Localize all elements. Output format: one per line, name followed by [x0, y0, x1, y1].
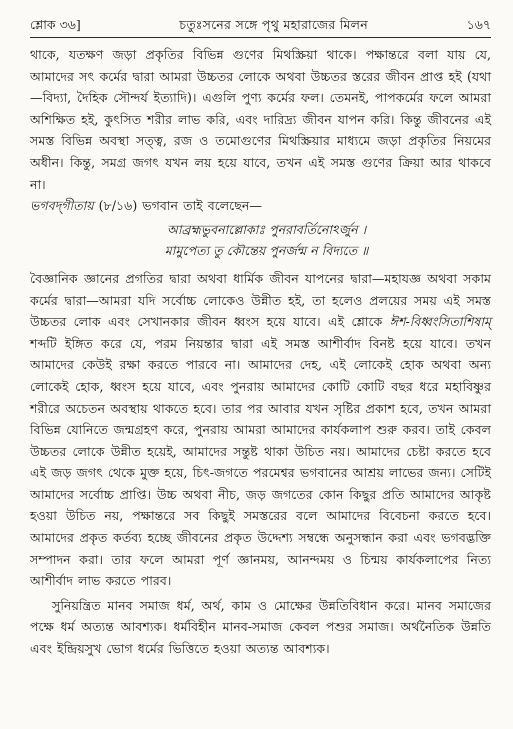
- gita-reference-text: (৮/১৬) ভগবান তাই বলেছেন—: [93, 198, 262, 214]
- header-rule: [30, 37, 491, 38]
- verse-line-2: মামুপেত্য তু কৌন্তেয় পুনর্জন্ম ন বিদ্যতে ॥: [164, 243, 369, 259]
- sanskrit-phrase: ঈশ-বিধ্বংসিতাশিষাম্: [389, 314, 491, 330]
- gita-reference-line: [30, 195, 491, 217]
- gita-book-name: ভগবদ্‌গীতায়: [30, 198, 94, 214]
- sanskrit-verse: [30, 219, 491, 262]
- chapter-title: চতুঃসনের সঙ্গে পৃথু মহারাজের মিলন: [179, 17, 369, 32]
- page-number: ১৬৭: [466, 17, 491, 32]
- purport-paragraph-3: সুনিয়ন্ত্রিত মানব সমাজ ধর্ম, অর্থ, কাম ও মোক্ষের উন্নতিবিধান করে। মানব সমাজের পক্ষে ধর্ম অত্যন্ত আবশ্যক। ধর্মবিহীন মানব-সমাজ কেবল পশুর সমাজ। অর্থনৈতিক উন্নতি এবং ইন্দ্রিয়সুখ ভোগ ধর্মের ভিত্তিতে হওয়া অত্যন্ত আবশ্যক।: [30, 597, 491, 657]
- verse-line-1: আব্রহ্মভুবনাল্লোকাঃ পুনরাবর্তিনোঽর্জুন ।: [166, 221, 367, 237]
- page-header: [30, 16, 491, 34]
- purport-paragraph-1: থাকে, যতক্ষণ জড়া প্রকৃতির বিভিন্ন গুণের মিথস্ক্রিয়া থাকে। পক্ষান্তরে বলা যায় যে, আমাদের সৎ কর্মের দ্বারা আমরা উচ্চতর লোকে অথবা উচ্চতর স্তরের জীবন প্রাপ্ত হই (যথা—বিদ্যা, দৈহিক সৌন্দর্য ইত্যাদি)। এগুলি পুণ্য কর্মের ফল। তেমনই, পাপকর্মের ফলে আমরা অশিক্ষিত হই, কুৎসিত শরীর লাভ করি, এবং দারিদ্র্য জীবন যাপন করি। কিন্তু জীবনের এই সমস্ত বিভিন্ন অবস্থা সত্ত্ব, রজ ও তমোগুণের মিথস্ক্রিয়ার মাধ্যমে জড়া প্রকৃতির নিয়মের অধীন। কিন্তু, সমগ্র জগৎ যখন লয় হয়ে যাবে, তখন এই সমস্ত গুণের ক্রিয়া আর থাকবে না।: [30, 47, 491, 192]
- purport-paragraph-2: [30, 268, 491, 592]
- verse-reference: শ্লোক ৩৬]: [30, 17, 81, 32]
- paragraph-2-end: শব্দটি ইঙ্গিত করে যে, পরম নিয়ন্তার দ্বারা এই সমস্ত আশীর্বাদ বিনষ্ট হয়ে যাবে। তখন আমাদের কেউই রক্ষা করতে পারবে না। আমাদের দেহ, এই লোকেই হোক অথবা অন্য লোকেই হোক, ধ্বংস হয়ে যাবে, এবং পুনরায় আমাদের কোটি কোটি বছর ধরে মহাবিষ্ণুর শরীরে অচেতন অবস্থায় থাকতে হবে। তার পর আবার যখন সৃষ্টির প্রকাশ হবে, তখন আমরা বিভিন্ন যোনিতে জন্মগ্রহণ করে, পুনরায় আমরা আমাদের কার্যকলাপ শুরু করব। তাই কেবল উচ্চতর লোকে উন্নীত হয়েই, আমাদের সন্তুষ্ট থাকা উচিত নয়। আমাদের চেষ্টা করতে হবে এই জড় জগৎ থেকে মুক্ত হয়ে, চিৎ-জগতে পরমেশ্বর ভগবানের আশ্রয় লাভের জন্য। সেটিই আমাদের সর্বোচ্চ প্রাপ্তি। উচ্চ অথবা নীচ, জড় জগতের কোন কিছুর প্রতি আমাদের আকৃষ্ট হওয়া উচিত নয়, পক্ষান্তরে সব কিছুই সমস্তরের বলে আমাদের বিবেচনা করতে হবে। আমাদের প্রকৃত কর্তব্য হচ্ছে জীবনের প্রকৃত উদ্দেশ্য সম্বন্ধে অনুসন্ধান করা এবং ভগবদ্ভক্তি সম্পাদন করা। তার ফলে আমরা পূর্ণ জ্ঞানময়, আনন্দময় ও চিন্ময় কার্যকলাপের নিত্য আশীর্বাদ লাভ করতে পারব।: [30, 335, 491, 589]
- paragraph-2-start: বৈজ্ঞানিক জ্ঞানের প্রগতির দ্বারা অথবা ধার্মিক জীবন যাপনের দ্বারা—মহাযজ্ঞ অথবা সকাম কর্মের দ্বারা—আমরা যদি সর্বোচ্চ লোকেও উন্নীত হই, তা হলেও প্রলয়ের সময় এই সমস্ত উচ্চতর লোক এবং সেখানকার জীবন ধ্বংস হয়ে যাবে। এই শ্লোকে: [30, 270, 491, 330]
